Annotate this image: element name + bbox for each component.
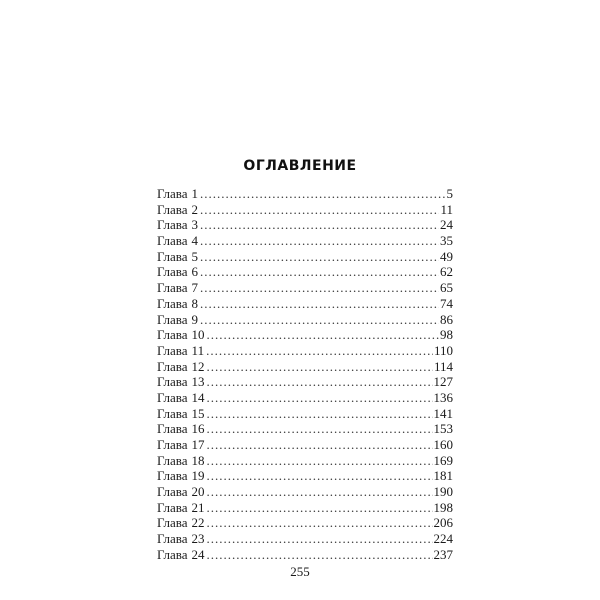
chapter-page-number: 110	[433, 342, 453, 358]
chapter-label: Глава	[157, 546, 188, 562]
chapter-label: Глава	[157, 421, 188, 437]
chapter-page-number: 11	[440, 201, 453, 217]
toc-entry[interactable]	[157, 327, 453, 343]
chapter-number: 1	[191, 186, 199, 201]
chapter-page-number: 169	[433, 452, 453, 468]
chapter-number: 9	[191, 311, 199, 327]
chapter-label: Глава	[157, 374, 188, 390]
dot-leader	[207, 421, 433, 437]
toc-entry[interactable]	[157, 484, 453, 500]
chapter-number: 20	[191, 484, 205, 500]
dot-leader	[200, 264, 439, 280]
chapter-number: 16	[191, 421, 205, 437]
dot-leader	[200, 202, 439, 218]
chapter-label: Глава	[157, 295, 188, 311]
chapter-number: 10	[191, 327, 205, 343]
chapter-label: Глава	[157, 201, 188, 217]
chapter-number: 15	[191, 405, 205, 421]
dot-leader	[207, 515, 433, 531]
chapter-page-number: 49	[440, 248, 453, 264]
dot-leader	[200, 186, 445, 202]
chapter-label: Глава	[157, 327, 188, 343]
chapter-page-number: 136	[433, 389, 453, 405]
dot-leader	[207, 359, 433, 375]
toc-entry[interactable]	[157, 296, 453, 312]
chapter-number: 17	[191, 437, 205, 452]
chapter-number: 23	[191, 531, 205, 547]
chapter-page-number: 35	[440, 233, 453, 249]
chapter-number: 24	[191, 546, 205, 562]
dot-leader	[207, 453, 433, 469]
chapter-page-number: 24	[440, 217, 453, 233]
chapter-number: 6	[191, 264, 199, 280]
dot-leader	[206, 343, 433, 359]
chapter-label: Глава	[157, 233, 188, 249]
chapter-page-number: 98	[440, 327, 453, 343]
dot-leader	[207, 531, 433, 547]
toc-entry[interactable]	[157, 186, 453, 202]
chapter-label: Глава	[157, 264, 188, 280]
chapter-page-number: 65	[440, 280, 453, 296]
chapter-page-number: 153	[433, 421, 453, 437]
chapter-number: 2	[191, 201, 199, 217]
toc-entry[interactable]	[157, 359, 453, 375]
chapter-page-number: 74	[440, 295, 453, 311]
chapter-page-number: 5	[446, 186, 453, 201]
toc-entry[interactable]	[157, 437, 453, 453]
toc-entry[interactable]	[157, 312, 453, 328]
chapter-label: Глава	[157, 342, 188, 358]
toc-entry[interactable]	[157, 500, 453, 516]
chapter-label: Глава	[157, 217, 188, 233]
chapter-page-number: 237	[433, 546, 453, 562]
chapter-label: Глава	[157, 405, 188, 421]
chapter-label: Глава	[157, 358, 188, 374]
chapter-number: 19	[191, 468, 205, 484]
chapter-page-number: 181	[433, 468, 453, 484]
toc-entry[interactable]	[157, 233, 453, 249]
chapter-number: 4	[191, 233, 199, 249]
dot-leader	[207, 327, 439, 343]
chapter-page-number: 160	[433, 437, 453, 452]
toc-entry[interactable]	[157, 264, 453, 280]
chapter-number: 14	[191, 389, 205, 405]
chapter-label: Глава	[157, 515, 188, 531]
chapter-page-number: 62	[440, 264, 453, 280]
toc-entry[interactable]	[157, 531, 453, 547]
chapter-label: Глава	[157, 531, 188, 547]
toc-entry[interactable]	[157, 547, 453, 563]
chapter-label: Глава	[157, 389, 188, 405]
chapter-label: Глава	[157, 280, 188, 296]
dot-leader	[200, 280, 439, 296]
toc-entry[interactable]	[157, 280, 453, 296]
toc-entry[interactable]	[157, 468, 453, 484]
page-number: 255	[290, 564, 310, 579]
chapter-number: 3	[191, 217, 199, 233]
toc-entry[interactable]	[157, 249, 453, 265]
dot-leader	[207, 437, 433, 453]
chapter-page-number: 198	[433, 499, 453, 515]
dot-leader	[200, 217, 439, 233]
table-of-contents	[157, 186, 453, 563]
chapter-number: 18	[191, 452, 205, 468]
chapter-page-number: 224	[433, 531, 453, 547]
dot-leader	[207, 374, 433, 390]
dot-leader	[200, 233, 439, 249]
chapter-number: 22	[191, 515, 205, 531]
dot-leader	[207, 468, 433, 484]
chapter-page-number: 141	[433, 405, 453, 421]
chapter-page-number: 114	[433, 358, 453, 374]
chapter-page-number: 127	[433, 374, 453, 390]
chapter-page-number: 86	[440, 311, 453, 327]
chapter-number: 8	[191, 295, 199, 311]
chapter-label: Глава	[157, 484, 188, 500]
chapter-page-number: 206	[433, 515, 453, 531]
dot-leader	[207, 500, 433, 516]
chapter-number: 13	[191, 374, 205, 390]
toc-entry[interactable]	[157, 406, 453, 422]
chapter-page-number: 190	[433, 484, 453, 500]
toc-entry[interactable]	[157, 390, 453, 406]
dot-leader	[207, 390, 433, 406]
chapter-label: Глава	[157, 468, 188, 484]
toc-entry[interactable]	[157, 515, 453, 531]
toc-entry[interactable]	[157, 453, 453, 469]
page-title: ОГЛАВЛЕНИЕ	[243, 158, 357, 174]
toc-entry[interactable]	[157, 202, 453, 218]
dot-leader	[207, 547, 433, 563]
chapter-label: Глава	[157, 452, 188, 468]
dot-leader	[207, 406, 433, 422]
chapter-label: Глава	[157, 499, 188, 515]
dot-leader	[200, 312, 439, 328]
chapter-label: Глава	[157, 248, 188, 264]
chapter-number: 21	[191, 499, 205, 515]
toc-entry[interactable]	[157, 374, 453, 390]
dot-leader	[200, 296, 439, 312]
toc-entry[interactable]	[157, 421, 453, 437]
chapter-number: 7	[191, 280, 199, 296]
toc-entry[interactable]	[157, 343, 453, 359]
chapter-label: Глава	[157, 186, 188, 201]
chapter-number: 12	[191, 358, 205, 374]
chapter-number: 5	[191, 248, 199, 264]
chapter-label: Глава	[157, 311, 188, 327]
chapter-label: Глава	[157, 437, 188, 452]
toc-entry[interactable]	[157, 217, 453, 233]
chapter-number: 11	[191, 342, 205, 358]
dot-leader	[200, 249, 439, 265]
dot-leader	[207, 484, 433, 500]
